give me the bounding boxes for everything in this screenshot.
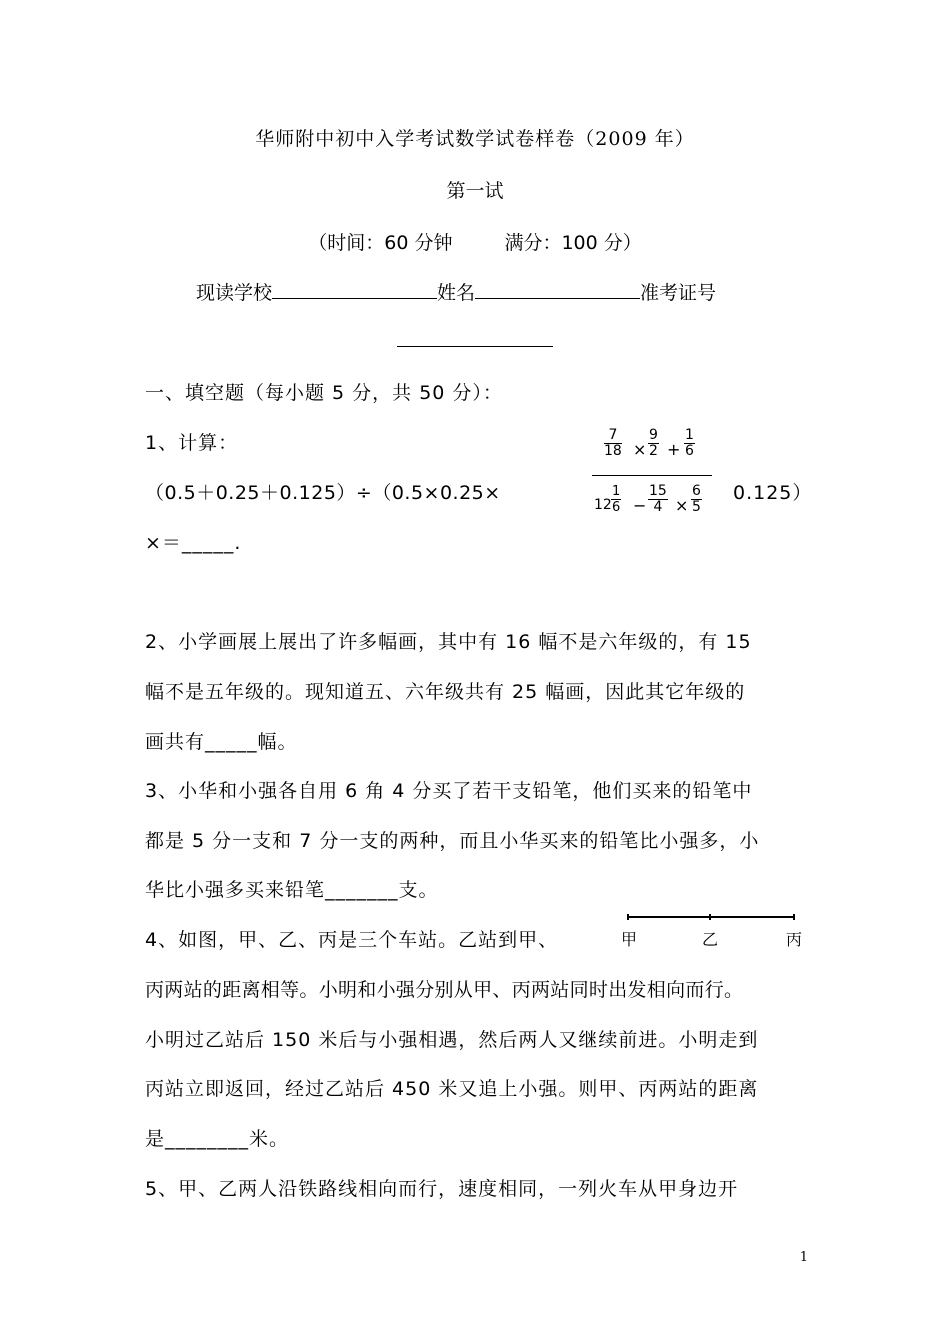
section-heading: 一、填空题（每小题 5 分，共 50 分）： bbox=[145, 382, 503, 404]
name-label: 姓名 bbox=[437, 282, 476, 304]
q3-line-1: 3、小华和小强各自用 6 角 4 分买了若干支铅笔，他们买来的铅笔中 bbox=[145, 780, 753, 802]
station-a-label: 甲 bbox=[621, 930, 638, 949]
q1-answer-line: ×＝_____. bbox=[145, 532, 242, 554]
q1-frac-b: $\frac{9}{2}$ bbox=[649, 427, 658, 459]
exam-no-blank[interactable] bbox=[397, 346, 553, 347]
q1-left-expression: （0.5＋0.25＋0.125）÷（0.5×0.25× bbox=[145, 482, 501, 504]
q4-line-1: 4、如图，甲、乙、丙是三个车站。乙站到甲、 bbox=[145, 929, 559, 951]
q1-frac-d: $\frac{1}{6}$ bbox=[612, 484, 621, 515]
school-label: 现读学校 bbox=[196, 282, 273, 304]
q1-times-1: × bbox=[633, 440, 647, 459]
exam-info bbox=[0, 228, 950, 255]
q1-whole-number: 12 bbox=[594, 497, 612, 513]
page-number: 1 bbox=[799, 1250, 808, 1265]
q4-line-5: 是________米。 bbox=[145, 1128, 290, 1150]
q1-right-expression: 0.125） bbox=[733, 482, 813, 504]
exam-subtitle: 第一试 bbox=[446, 180, 504, 202]
q4-line-2: 丙两站的距离相等。小明和小强分别从甲、丙两站同时出发相向而行。 bbox=[145, 979, 744, 1001]
station-b-tick bbox=[709, 914, 711, 920]
score-info: 满分：100 分） bbox=[504, 232, 642, 254]
q1-main-fraction-bar bbox=[592, 475, 712, 476]
station-b-label: 乙 bbox=[702, 930, 719, 949]
q2-line-1: 2、小学画展上展出了许多幅画，其中有 16 幅不是六年级的，有 15 bbox=[145, 631, 752, 653]
station-c-label: 丙 bbox=[786, 930, 803, 949]
q1-minus: − bbox=[633, 496, 647, 515]
student-fields bbox=[196, 278, 716, 305]
q1-frac-a: $\frac{7}{18}$ bbox=[604, 427, 622, 459]
q1-plus: + bbox=[667, 440, 681, 459]
q1-frac-f: $\frac{6}{5}$ bbox=[692, 483, 701, 515]
exam-no-label: 准考证号 bbox=[640, 282, 717, 304]
name-blank[interactable] bbox=[475, 280, 640, 299]
q2-line-2: 幅不是五年级的。现知道五、六年级共有 25 幅画，因此其它年级的 bbox=[145, 681, 746, 703]
q1-frac-c: $\frac{1}{6}$ bbox=[685, 427, 694, 459]
q3-line-3: 华比小强多买来铅笔_______支。 bbox=[145, 879, 439, 901]
station-a-tick bbox=[627, 914, 629, 920]
q2-line-3: 画共有_____幅。 bbox=[145, 731, 298, 753]
q3-line-2: 都是 5 分一支和 7 分一支的两种，而且小华买来的铅笔比小强多，小 bbox=[145, 830, 760, 852]
station-diagram-line bbox=[627, 916, 795, 922]
q4-line-3: 小明过乙站后 150 米后与小强相遇，然后两人又继续前进。小明走到 bbox=[145, 1029, 759, 1051]
q1-times-2: × bbox=[675, 496, 689, 515]
station-c-tick bbox=[793, 914, 795, 920]
exam-title: 华师附中初中入学考试数学试卷样卷（2009 年） bbox=[255, 128, 695, 150]
q1-frac-e: $\frac{15}{4}$ bbox=[649, 483, 667, 515]
q1-label: 1、计算： bbox=[145, 432, 239, 454]
q5-line-1: 5、甲、乙两人沿铁路线相向而行，速度相同，一列火车从甲身边开 bbox=[145, 1178, 739, 1200]
time-info: （时间：60 分钟 bbox=[308, 232, 453, 254]
q4-line-4: 丙站立即返回，经过乙站后 450 米又追上小强。则甲、丙两站的距离 bbox=[145, 1078, 759, 1100]
school-blank[interactable] bbox=[272, 280, 437, 299]
